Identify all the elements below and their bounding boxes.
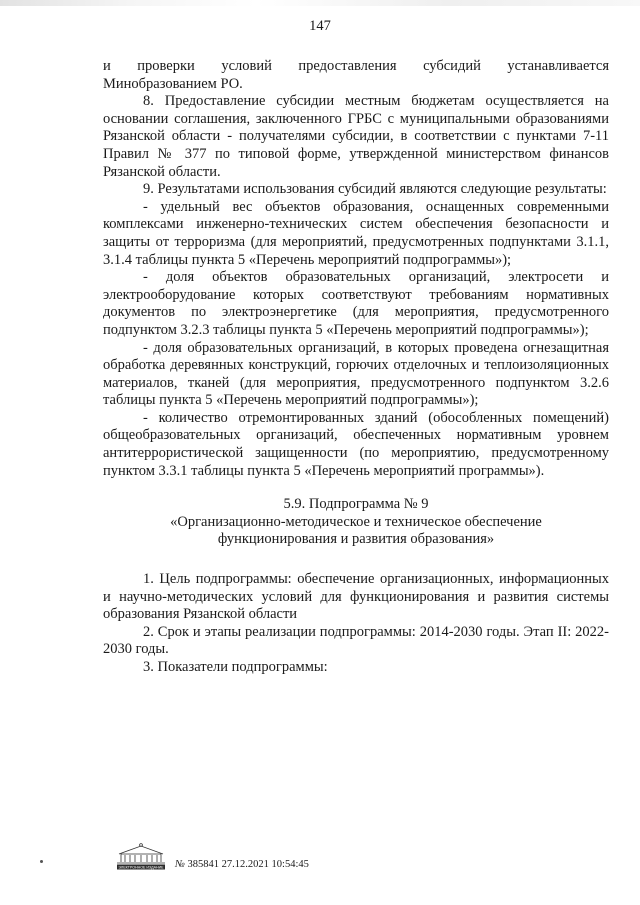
spacer [103, 480, 609, 496]
paragraph-continuation: и проверки условий предоставления субсидий устанавливается Минобразованием РО. [103, 58, 609, 92]
paragraph-item-9: 9. Результатами использования субсидий являются следующие результаты: [143, 181, 607, 198]
subprogram-goal: 1. Цель подпрограммы: обеспечение организационных, информационных и научно-методических условий для функционирования и развития системы образования Рязанской области [103, 571, 609, 623]
page-number: 147 [309, 18, 331, 34]
document-body [103, 58, 609, 677]
subprogram-term: 2. Срок и этапы реализации подпрограммы: 2014-2030 годы. Этап II: 2022-2030 годы. [103, 623, 609, 658]
result-bullet: - удельный вес объектов образования, оснащенных современными комплексами инженерно-технических систем обеспечения безопасности и защиты от терроризма (для мероприятий, предусмотренных подпунктами 3.1.1, 3.1.4 таблицы пункта 5 «Перечень мероприятий подпрограммы»); [103, 198, 609, 268]
result-bullet: - доля образовательных организаций, в которых проведена огнезащитная обработка деревянных конструкций, горючих отделочных и теплоизоляционных материалов, тканей (для мероприятия, предусмотренного подпунктом 3.2.6 таблицы пункта 5 «Перечень мероприятий подпрограммы»); [103, 339, 609, 409]
spacer [103, 549, 609, 571]
number-sign: № [175, 859, 185, 870]
document-registration-stamp [175, 859, 309, 872]
scan-edge-artifact [0, 0, 640, 6]
result-bullet: - количество отремонтированных зданий (обособленных помещений) общеобразовательных организаций, обеспеченных нормативным уровнем антитеррористической защищенности (по мероприятию, предусмотренному пунктом 3.3.1 таблицы пункта 5 «Перечень мероприятий программы»). [103, 409, 609, 479]
scan-dot-artifact [40, 860, 43, 863]
paragraph-item-8: 8. Предоставление субсидии местным бюджетам осуществляется на основании соглашения, заключенного ГРБС с муниципальными образованиями Рязанской области - получателями субсидии, в соответствии с пунктами 7-11 Правил № 377 по типовой форме, утвержденной министерством финансов Рязанской области. [103, 93, 609, 180]
svg-text:ЭЛЕКТРОННОЕ ИЗДАНИЕ: ЭЛЕКТРОННОЕ ИЗДАНИЕ [118, 865, 164, 870]
result-bullet: - доля объектов образовательных организаций, электросети и электрооборудование которых соответствуют требованиям нормативных документов по электроэнергетике (для мероприятия, предусмотренного подпунктом 3.2.3 таблицы пункта 5 «Перечень мероприятий подпрограммы»); [103, 269, 609, 338]
subprogram-indicators: 3. Показатели подпрограммы: [143, 659, 328, 675]
section-title: «Организационно-методическое и техническое обеспечение функционирования и развития образования» [170, 513, 542, 548]
document-number: 385841 [187, 859, 220, 870]
document-footer [115, 842, 309, 872]
government-building-icon [115, 842, 167, 872]
document-timestamp: 27.12.2021 10:54:45 [221, 859, 309, 870]
section-number: 5.9. Подпрограмма № 9 [283, 496, 429, 513]
